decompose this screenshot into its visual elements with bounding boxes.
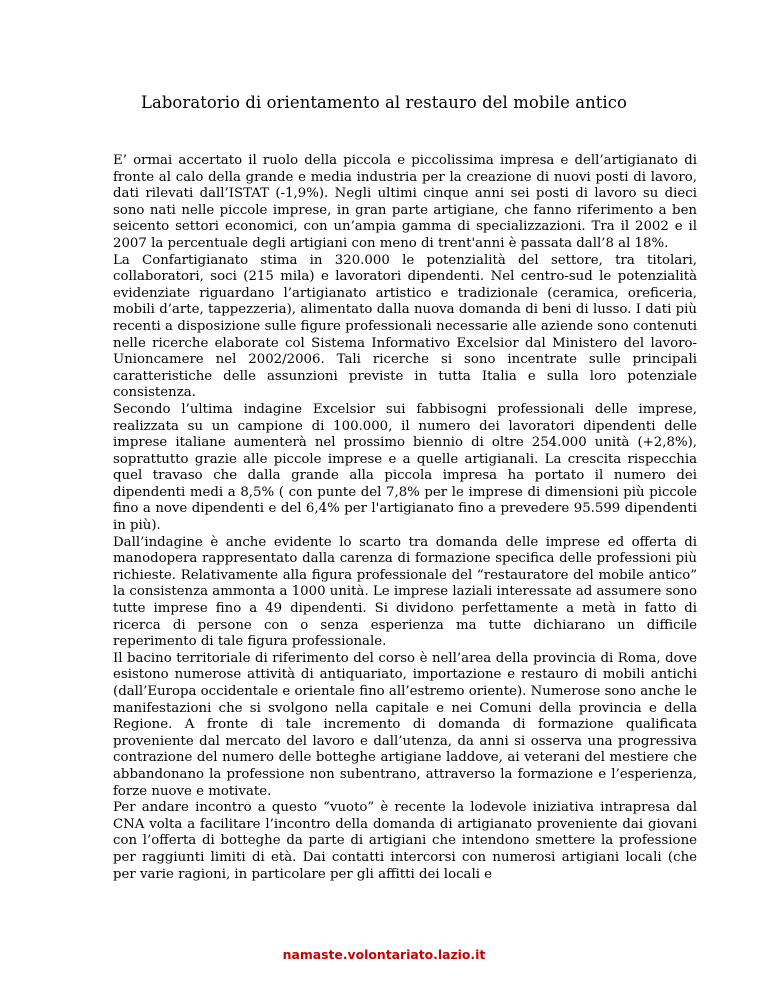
document-title: Laboratorio di orientamento al restauro del mobile antico [140,93,628,112]
paragraph: La Confartigianato stima in 320.000 le potenzialità del settore, tra titolari, collaboratori, soci (215 mila) e lavoratori dipendenti. Nel centro-sud le potenzialità evidenziate riguardano l’artigianato artistico e tradizionale (ceramica, oreficeria, mobili d’arte, tappezzeria), alimentato dalla nuova domanda di beni di lusso. I dati più recenti a disposizione sulle figure professionali necessarie alle aziende sono contenuti nelle ricerche elaborate col Sistema Informativo Excelsior dal Ministero del lavoro-Unioncamere nel 2002/2006. Tali ricerche si sono incentrate sulle principali caratteristiche delle assunzioni previste in tutta Italia e sulla loro potenziale consistenza. [113,252,697,401]
paragraph: Per andare incontro a questo “vuoto” è recente la lodevole iniziativa intrapresa dal CNA volta a facilitare l’incontro della domanda di artigianato proveniente dai giovani con l’offerta di botteghe da parte di artigiani che intendono smettere la professione per raggiunti limiti di età. Dai contatti intercorsi con numerosi artigiani locali (che per varie ragioni, in particolare per gli affitti dei locali e [113,800,697,882]
footer-website-link[interactable]: namaste.volontariato.lazio.it [282,947,486,962]
paragraph: Il bacino territoriale di riferimento del corso è nell’area della provincia di Roma, dove esistono numerose attività di antiquariato, importazione e restauro di mobili antichi (dall’Europa occidentale e orientale fino all’estremo oriente). Numerose sono anche le manifestazioni che si svolgono nella capitale e nei Comuni della provincia e della Regione. A fronte di tale incremento di domanda di formazione qualificata proveniente dal mercato del lavoro e dall’utenza, da anni si osserva una progressiva contrazione del numero delle botteghe artigiane laddove, ai veterani del mestiere che abbandonano la professione non subentrano, attraverso la formazione e l’esperienza, forze nuove e motivate. [113,650,697,799]
paragraph: E’ ormai accertato il ruolo della piccola e piccolissima impresa e dell’artigianato di fronte al calo della grande e media industria per la creazione di nuovi posti di lavoro, dati rilevati dall’ISTAT (-1,9%). Negli ultimi cinque anni sei posti di lavoro su dieci sono nati nelle piccole imprese, in gran parte artigiane, che fanno riferimento a ben seicento settori economici, con un’ampia gamma di specializzazioni. Tra il 2002 e il 2007 la percentuale degli artigiani con meno di trent'anni è passata dall’8 al 18%. [113,153,697,251]
document-body [113,153,697,883]
paragraph: Secondo l’ultima indagine Excelsior sui fabbisogni professionali delle imprese, realizzata su un campione di 100.000, il numero dei lavoratori dipendenti delle imprese italiane aumenterà nel prossimo biennio di oltre 254.000 unità (+2,8%), soprattutto grazie alle piccole imprese e a quelle artigianali. La crescita rispecchia quel travaso che dalla grande alla piccola impresa ha portato il numero dei dipendenti medi a 8,5% ( con punte del 7,8% per le imprese di dimensioni più piccole fino a nove dipendenti e del 6,4% per l'artigianato fino a prevedere 95.599 dipendenti in più). [113,401,697,534]
paragraph: Dall’indagine è anche evidente lo scarto tra domanda delle imprese ed offerta di manodopera rappresentato dalla carenza di formazione specifica delle professioni più richieste. Relativamente alla figura professionale del “restauratore del mobile antico” la consistenza ammonta a 1000 unità. Le imprese laziali interessate ad assumere sono tutte imprese fino a 49 dipendenti. Si dividono perfettamente a metà in fatto di ricerca di persone con o senza esperienza ma tutte dichiarano un difficile reperimento di tale figura professionale. [113,534,697,650]
